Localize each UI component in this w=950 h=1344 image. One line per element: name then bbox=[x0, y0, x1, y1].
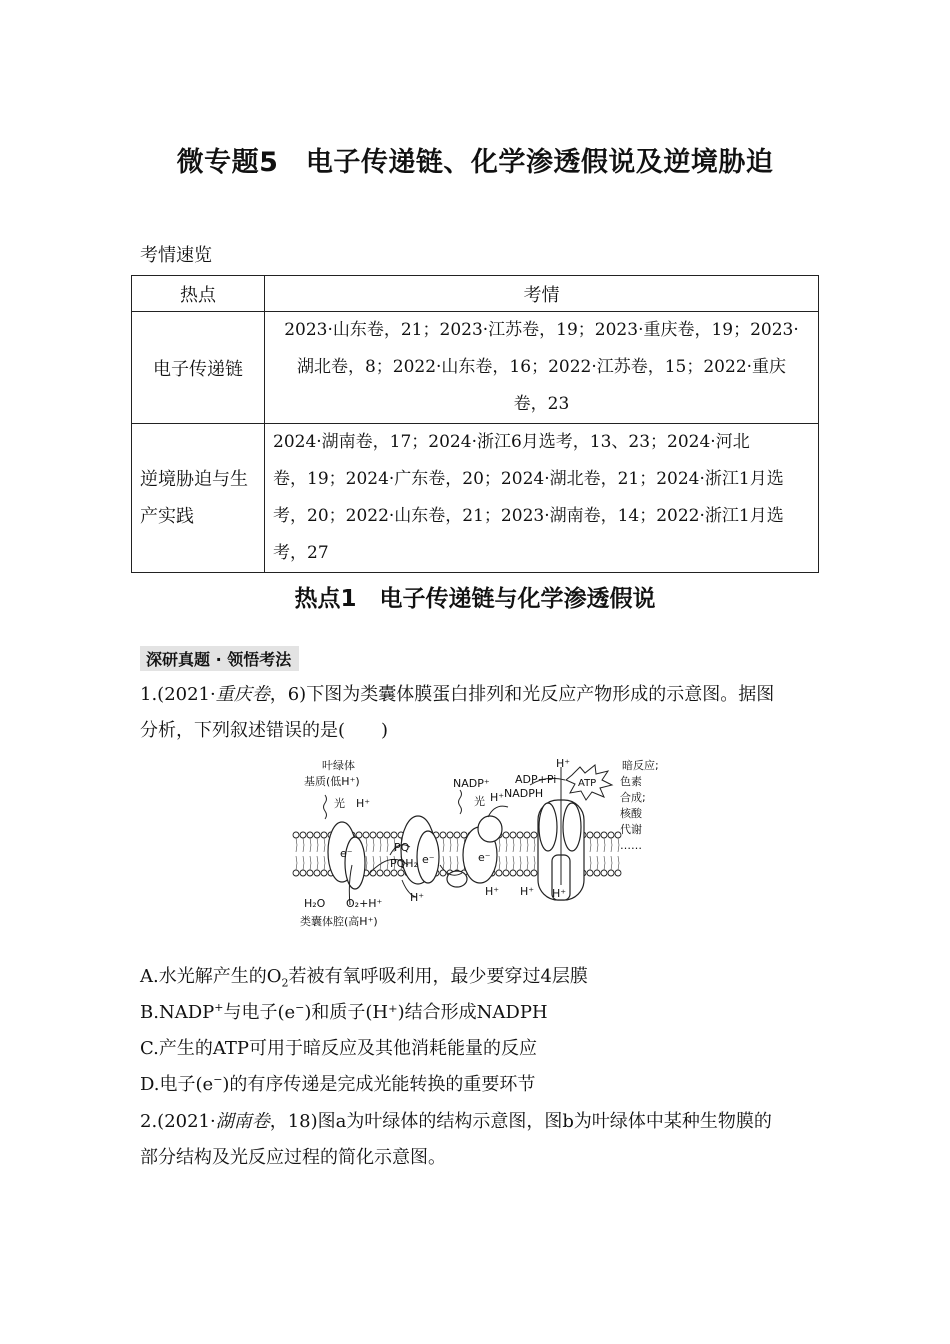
exam-line: 卷，23 bbox=[513, 394, 570, 414]
label-pqh2: PQH₂ bbox=[390, 857, 418, 870]
label-stroma-1: 叶绿体 bbox=[322, 759, 355, 772]
label-h-plus: H⁺ bbox=[356, 797, 371, 810]
lipid-head bbox=[510, 832, 516, 838]
lipid-tail bbox=[366, 838, 367, 852]
lipid-head bbox=[496, 870, 502, 876]
lipid-head bbox=[601, 870, 607, 876]
header-topic: 热点 bbox=[132, 276, 265, 312]
lipid-tail bbox=[527, 856, 528, 870]
opt-text: 若被有氧呼吸利用，最少要穿过4层膜 bbox=[288, 966, 588, 987]
light-icon bbox=[459, 790, 462, 814]
lipid-head bbox=[293, 870, 299, 876]
topic-line: 逆境胁迫与生 bbox=[140, 469, 248, 490]
lipid-tail bbox=[387, 838, 388, 852]
lipid-tail bbox=[618, 856, 619, 870]
q1-prefix: 1.(2021· bbox=[140, 684, 216, 705]
lipid-tail bbox=[534, 838, 535, 852]
lipid-tail bbox=[604, 838, 605, 852]
lipid-tail bbox=[590, 856, 591, 870]
lipid-head bbox=[517, 870, 523, 876]
section-title: 热点1 电子传递链与化学渗透假说 bbox=[294, 586, 656, 612]
lipid-head bbox=[370, 832, 376, 838]
label-nadph: NADPH bbox=[504, 787, 544, 800]
row-topic bbox=[132, 424, 265, 573]
lipid-head bbox=[587, 832, 593, 838]
label-electron: e⁻ bbox=[478, 851, 491, 864]
row-topic: 电子传递链 bbox=[132, 312, 265, 424]
lipid-tail bbox=[366, 856, 367, 870]
lipid-tail bbox=[597, 856, 598, 870]
lipid-tail bbox=[499, 856, 500, 870]
lipid-tail bbox=[317, 838, 318, 852]
opt-sup: − bbox=[295, 1001, 305, 1014]
label-use: 代谢 bbox=[620, 823, 642, 836]
label-h-plus: H⁺ bbox=[485, 885, 500, 898]
lipid-head bbox=[608, 832, 614, 838]
lipid-tail bbox=[457, 856, 458, 870]
exam-line: 考，20；2022·山东卷，21；2023·湖南卷，14；2022·浙江1月选 bbox=[273, 506, 784, 526]
lipid-head bbox=[594, 832, 600, 838]
label-light: 光 bbox=[474, 795, 485, 808]
lipid-head bbox=[321, 832, 327, 838]
lipid-tail bbox=[303, 838, 304, 852]
lipid-tail bbox=[303, 856, 304, 870]
exam-line: 2023·山东卷，21；2023·江苏卷，19；2023·重庆卷，19；2023· bbox=[284, 320, 799, 340]
option-b bbox=[140, 998, 548, 1024]
lipid-tail bbox=[457, 838, 458, 852]
lipid-head bbox=[461, 832, 467, 838]
lipid-tail bbox=[324, 838, 325, 852]
q2-prefix: 2.(2021· bbox=[140, 1111, 216, 1132]
label-use: 色素 bbox=[620, 775, 642, 788]
lipid-tail bbox=[499, 838, 500, 852]
exam-line: 2024·湖南卷，17；2024·浙江6月选考，13、23；2024·河北 bbox=[273, 432, 750, 452]
lipid-tail bbox=[373, 856, 374, 870]
lipid-tail bbox=[597, 838, 598, 852]
label-h-plus: H⁺ bbox=[556, 757, 571, 770]
lipid-head bbox=[300, 832, 306, 838]
lipid-tail bbox=[611, 838, 612, 852]
lipid-head bbox=[524, 870, 530, 876]
opt-text: D.电子(e bbox=[140, 1074, 214, 1095]
label-electron: e⁻ bbox=[340, 847, 353, 860]
label-h-plus: H⁺ bbox=[410, 891, 425, 904]
lipid-head bbox=[503, 870, 509, 876]
q2-suffix: ，18)图a为叶绿体的结构示意图，图b为叶绿体中某种生物膜的 bbox=[269, 1111, 772, 1132]
lipid-head bbox=[293, 832, 299, 838]
lipid-tail bbox=[296, 856, 297, 870]
lipid-head bbox=[391, 870, 397, 876]
opt-sup: − bbox=[213, 1073, 223, 1086]
q1-source: 重庆卷 bbox=[215, 684, 270, 705]
lipid-tail bbox=[317, 856, 318, 870]
label-o2h: O₂+H⁺ bbox=[346, 897, 383, 910]
lipid-head bbox=[454, 832, 460, 838]
lipid-head bbox=[321, 870, 327, 876]
lipid-head bbox=[384, 832, 390, 838]
lipid-head bbox=[510, 870, 516, 876]
lipid-head bbox=[447, 832, 453, 838]
survey-table bbox=[131, 275, 819, 573]
lipid-tail bbox=[513, 856, 514, 870]
lipid-head bbox=[531, 870, 537, 876]
question-1 bbox=[140, 677, 820, 749]
lipid-head bbox=[601, 832, 607, 838]
label-atp: ATP bbox=[578, 778, 597, 789]
survey-label: 考情速览 bbox=[140, 245, 212, 266]
lipid-head bbox=[314, 832, 320, 838]
lipid-tail bbox=[506, 856, 507, 870]
thylakoid-figure bbox=[290, 755, 670, 935]
lipid-tail bbox=[450, 838, 451, 852]
lipid-tail bbox=[534, 856, 535, 870]
lipid-tail bbox=[324, 856, 325, 870]
opt-sub: 2 bbox=[281, 976, 289, 990]
lipid-tail bbox=[520, 856, 521, 870]
lipid-head bbox=[363, 832, 369, 838]
lipid-head bbox=[608, 870, 614, 876]
header-exam: 考情 bbox=[265, 276, 819, 312]
question-2 bbox=[140, 1104, 820, 1176]
lipid-tail bbox=[450, 856, 451, 870]
lipid-head bbox=[384, 870, 390, 876]
table-row bbox=[132, 312, 819, 424]
q2-line2: 部分结构及光反应过程的简化示意图。 bbox=[140, 1147, 446, 1168]
table-header-row bbox=[132, 276, 819, 312]
opt-sup: + bbox=[214, 1001, 224, 1014]
lipid-head bbox=[391, 832, 397, 838]
row-exams bbox=[265, 424, 819, 573]
lipid-tail bbox=[387, 856, 388, 870]
lipid-tail bbox=[506, 838, 507, 852]
option-c: C.产生的ATP可用于暗反应及其他消耗能量的反应 bbox=[140, 1038, 537, 1059]
q1-suffix: ，6)下图为类囊体膜蛋白排列和光反应产物形成的示意图。据图 bbox=[269, 684, 775, 705]
light-icon bbox=[324, 795, 327, 819]
opt-text: )的有序传递是完成光能转换的重要环节 bbox=[222, 1074, 536, 1095]
label-h2o: H₂O bbox=[304, 897, 326, 910]
label-use: …… bbox=[620, 839, 642, 852]
table-row bbox=[132, 424, 819, 573]
label-light: 光 bbox=[334, 797, 345, 810]
exam-line: 考，27 bbox=[273, 543, 329, 563]
lipid-head bbox=[370, 870, 376, 876]
lipid-tail bbox=[443, 856, 444, 870]
lipid-tail bbox=[590, 838, 591, 852]
opt-text: )和质子(H⁺)结合形成NADPH bbox=[304, 1002, 548, 1023]
opt-text: 与电子(e bbox=[223, 1002, 296, 1023]
lipid-head bbox=[531, 832, 537, 838]
label-h-plus: H⁺ bbox=[520, 885, 535, 898]
opt-text: B.NADP bbox=[140, 1002, 215, 1023]
lipid-tail bbox=[373, 838, 374, 852]
label-stroma-2: 基质(低H⁺) bbox=[304, 775, 360, 788]
q2-source: 湖南卷 bbox=[215, 1111, 270, 1132]
lipid-head bbox=[615, 870, 621, 876]
lipid-tail bbox=[296, 838, 297, 852]
lipid-head bbox=[307, 870, 313, 876]
q1-line2: 分析，下列叙述错误的是( ) bbox=[140, 720, 389, 741]
lipid-head bbox=[517, 832, 523, 838]
lipid-tail bbox=[520, 838, 521, 852]
lipid-tail bbox=[513, 838, 514, 852]
lipid-head bbox=[587, 870, 593, 876]
lipid-tail bbox=[310, 838, 311, 852]
lipid-head bbox=[377, 832, 383, 838]
row-exams bbox=[265, 312, 819, 424]
exam-line: 湖北卷，8；2022·山东卷，16；2022·江苏卷，15；2022·重庆 bbox=[296, 357, 787, 377]
lipid-tail bbox=[380, 838, 381, 852]
option-a bbox=[140, 962, 588, 990]
label-pq: PQ bbox=[394, 841, 410, 854]
label-nadp: NADP⁺ bbox=[453, 777, 490, 790]
lipid-tail bbox=[618, 838, 619, 852]
topic-line: 产实践 bbox=[140, 506, 194, 527]
label-lumen: 类囊体腔(高H⁺) bbox=[300, 915, 378, 928]
lipid-tail bbox=[611, 856, 612, 870]
lipid-head bbox=[440, 832, 446, 838]
lipid-head bbox=[503, 832, 509, 838]
section-tag: 深研真题 · 领悟考法 bbox=[140, 646, 299, 671]
label-adp: ADP+Pi bbox=[515, 773, 557, 786]
lipid-head bbox=[300, 870, 306, 876]
label-h-plus: H⁺ bbox=[552, 887, 567, 900]
lipid-head bbox=[524, 832, 530, 838]
label-electron: e⁻ bbox=[422, 853, 435, 866]
option-d bbox=[140, 1070, 535, 1096]
label-use: 核酸 bbox=[620, 807, 642, 820]
lipid-head bbox=[594, 870, 600, 876]
label-h-plus: H⁺ bbox=[490, 791, 505, 804]
label-use: 合成; bbox=[620, 791, 646, 804]
lipid-head bbox=[377, 870, 383, 876]
lipid-tail bbox=[310, 856, 311, 870]
lipid-tail bbox=[604, 856, 605, 870]
lipid-tail bbox=[443, 838, 444, 852]
lipid-head bbox=[314, 870, 320, 876]
opt-text: A.水光解产生的O bbox=[140, 966, 282, 987]
page-title: 微专题5 电子传递链、化学渗透假说及逆境胁迫 bbox=[176, 147, 774, 178]
label-use: 暗反应; bbox=[622, 759, 659, 772]
exam-line: 卷，19；2024·广东卷，20；2024·湖北卷，21；2024·浙江1月选 bbox=[273, 469, 784, 489]
lipid-head bbox=[307, 832, 313, 838]
lipid-head bbox=[398, 870, 404, 876]
lipid-tail bbox=[527, 838, 528, 852]
